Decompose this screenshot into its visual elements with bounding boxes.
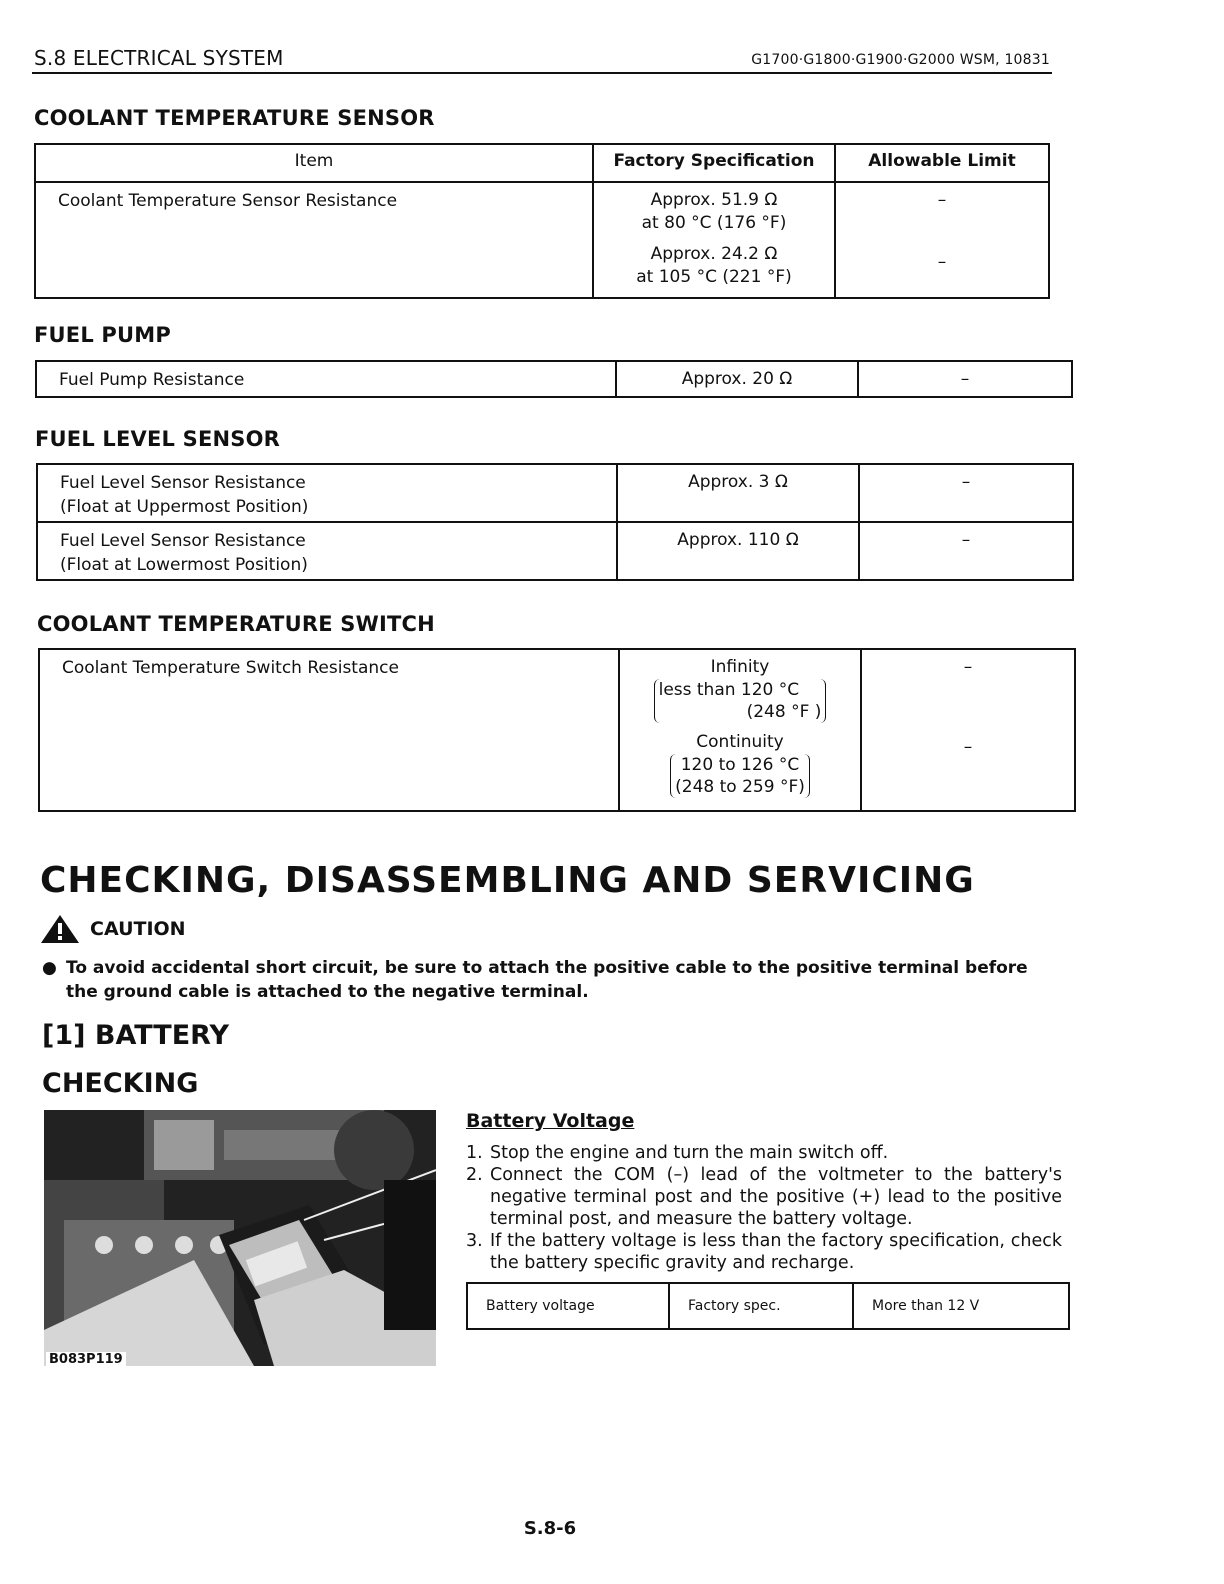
battery-voltage-value: More than 12 V — [853, 1283, 1069, 1329]
factory-spec-label: Factory spec. — [669, 1283, 853, 1329]
spec1-cond2: (248 °F ) — [746, 702, 822, 722]
limit1: – — [937, 190, 947, 210]
fuel-pump-table — [35, 360, 1073, 398]
fuel-pump-spec: Approx. 20 Ω — [616, 361, 858, 397]
fuel-level-limit: – — [859, 464, 1073, 522]
spec1-line1: Approx. 51.9 Ω — [650, 190, 778, 210]
table-row — [37, 522, 1073, 580]
spec2-condition — [670, 754, 810, 798]
step-number: 1. — [466, 1143, 483, 1163]
spec2-line1: Approx. 24.2 Ω — [650, 244, 778, 264]
fuel-pump-limit: – — [858, 361, 1072, 397]
battery-voltage-title: Battery Voltage — [466, 1110, 635, 1132]
header-section: S.8 ELECTRICAL SYSTEM — [34, 46, 284, 70]
coolant-switch-item: Coolant Temperature Switch Resistance — [39, 649, 619, 811]
limit2: – — [937, 252, 947, 272]
spec2-line2: at 105 °C (221 °F) — [636, 267, 792, 287]
fuel-level-item — [37, 464, 617, 522]
warning-triangle-icon — [40, 914, 80, 944]
photo-id: B083P119 — [46, 1352, 126, 1367]
coolant-sensor-table — [34, 143, 1050, 299]
step-text: Connect the COM (–) lead of the voltmeter to the battery's negative terminal post and the positive (+) lead to the positive terminal post, and measure the battery voltage. — [490, 1165, 1062, 1229]
step-number: 2. — [466, 1165, 483, 1185]
checking-heading: CHECKING — [42, 1068, 199, 1099]
spec1-condition — [654, 679, 827, 723]
coolant-sensor-item: Coolant Temperature Sensor Resistance — [35, 182, 593, 298]
coolant-sensor-limit — [835, 182, 1049, 298]
coolant-switch-spec — [619, 649, 861, 811]
battery-voltage-label: Battery voltage — [467, 1283, 669, 1329]
table-row — [37, 464, 1073, 522]
coolant-sensor-title: COOLANT TEMPERATURE SENSOR — [34, 106, 435, 130]
header-doc-ref: G1700·G1800·G1900·G2000 WSM, 10831 — [751, 52, 1050, 68]
spec2-cond1: 120 to 126 °C — [680, 755, 800, 775]
fuel-level-spec: Approx. 110 Ω — [617, 522, 859, 580]
list-item — [466, 1142, 1062, 1164]
caution-text-label: CAUTION — [90, 918, 186, 940]
subsection-title: [1] BATTERY — [42, 1020, 230, 1051]
battery-photo — [44, 1110, 436, 1366]
item-line2: (Float at Lowermost Position) — [60, 555, 308, 575]
list-item — [466, 1230, 1062, 1274]
item-line2: (Float at Uppermost Position) — [60, 497, 309, 517]
coolant-switch-limit — [861, 649, 1075, 811]
step-text: Stop the engine and turn the main switch off. — [490, 1143, 889, 1163]
item-line1: Fuel Level Sensor Resistance — [60, 531, 306, 551]
coolant-switch-title: COOLANT TEMPERATURE SWITCH — [37, 612, 435, 636]
fuel-level-title: FUEL LEVEL SENSOR — [35, 427, 281, 451]
step-number: 3. — [466, 1231, 483, 1251]
page-number: S.8-6 — [523, 1518, 577, 1539]
spec1-label: Infinity — [710, 657, 770, 677]
fuel-pump-item: Fuel Pump Resistance — [36, 361, 616, 397]
spec1-line2: at 80 °C (176 °F) — [641, 213, 787, 233]
coolant-sensor-spec — [593, 182, 835, 298]
list-item — [466, 1164, 1062, 1230]
limit2: – — [963, 737, 973, 757]
fuel-pump-title: FUEL PUMP — [34, 323, 171, 347]
bullet-icon: ● — [42, 958, 57, 978]
battery-steps — [466, 1142, 1062, 1274]
item-line1: Fuel Level Sensor Resistance — [60, 473, 306, 493]
fuel-level-item — [37, 522, 617, 580]
spec2-cond2: (248 to 259 °F) — [675, 777, 805, 797]
step-text: If the battery voltage is less than the factory specification, check the battery specific gravity and recharge. — [490, 1231, 1062, 1273]
battery-voltage-table — [466, 1282, 1070, 1330]
col-factory-header: Factory Specification — [593, 144, 835, 182]
fuel-level-spec: Approx. 3 Ω — [617, 464, 859, 522]
fuel-level-table — [36, 463, 1074, 581]
caution-text: To avoid accidental short circuit, be sure to attach the positive cable to the positive terminal before the ground cable is attached to the negative terminal. — [66, 958, 1028, 1002]
caution-bullet — [42, 956, 1062, 1004]
coolant-switch-table — [38, 648, 1076, 812]
col-item-header: Item — [35, 144, 593, 182]
col-limit-header: Allowable Limit — [835, 144, 1049, 182]
header-rule — [32, 72, 1052, 74]
limit1: – — [963, 657, 973, 677]
spec1-cond1: less than 120 °C — [658, 680, 800, 700]
fuel-level-limit: – — [859, 522, 1073, 580]
checking-section-title: CHECKING, DISASSEMBLING AND SERVICING — [40, 860, 975, 901]
spec2-label: Continuity — [696, 732, 784, 752]
caution-label — [40, 914, 186, 944]
